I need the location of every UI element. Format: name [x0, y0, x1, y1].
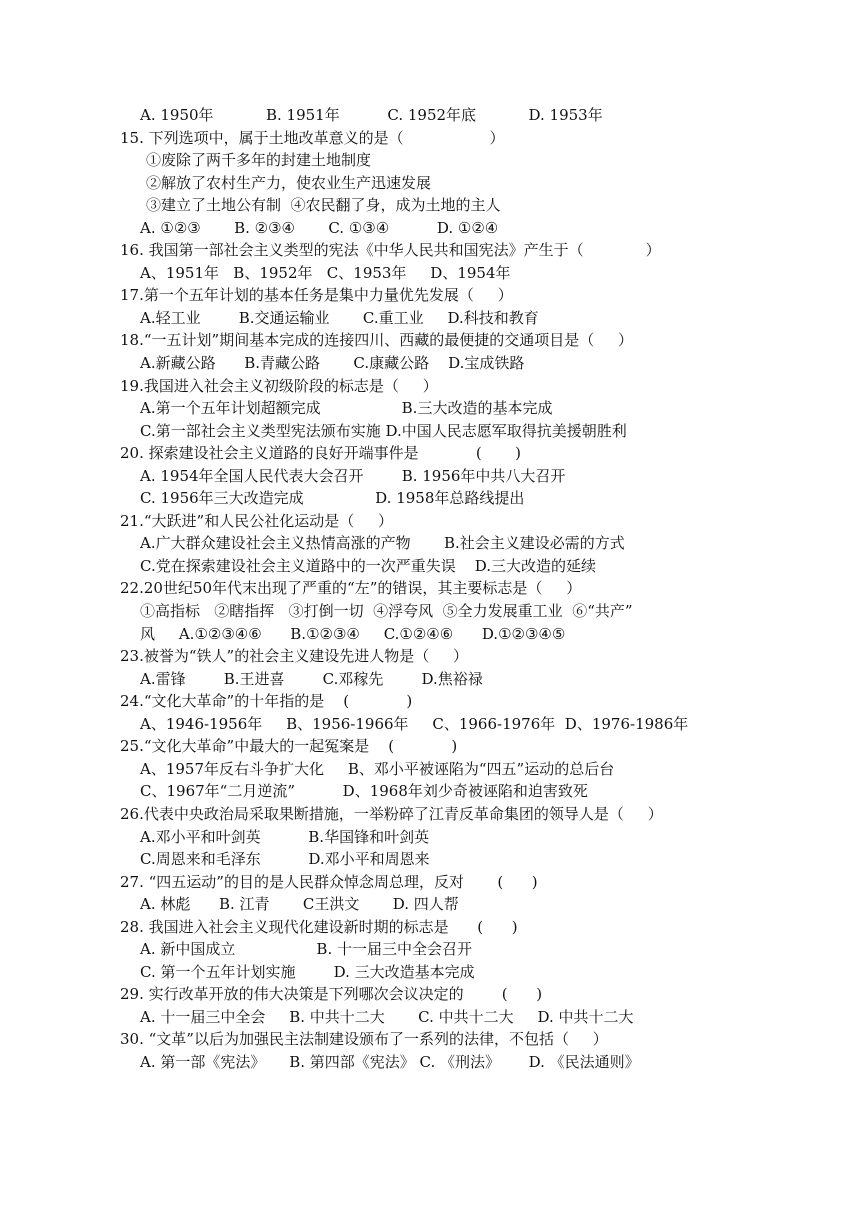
answer-options: C.周恩来和毛泽东 D.邓小平和周恩来: [140, 850, 430, 869]
question-stem: 17.第一个五年计划的基本任务是集中力量优先发展（ ）: [120, 286, 513, 305]
answer-options: A、1946-1956年 B、1956-1966年 C、1966-1976年 D、1976-1986年: [140, 714, 689, 733]
answer-options: A.新藏公路 B.青藏公路 C.康藏公路 D.宝成铁路: [140, 354, 525, 373]
question-stem: 21.“大跃进”和人民公社化运动是（ ）: [120, 511, 394, 530]
question-stem: 27. “四五运动”的目的是人民群众悼念周总理，反对 ( ): [120, 872, 538, 891]
answer-options: A.邓小平和叶剑英 B.华国锋和叶剑英: [140, 827, 430, 846]
question-stem: 19.我国进入社会主义初级阶段的标志是（ ）: [120, 376, 438, 395]
question-list: [120, 104, 740, 1074]
answer-options: A.雷锋 B.王进喜 C.邓稼先 D.焦裕禄: [140, 669, 483, 688]
question-stem: 24.“文化大革命”的十年指的是 ( ): [120, 692, 413, 711]
statement-item: ②解放了农村生产力，使农业生产迅速发展: [146, 173, 432, 192]
answer-options: A.轻工业 B.交通运输业 C.重工业 D.科技和教育: [140, 308, 539, 327]
answer-options: A、1951年 B、1952年 C、1953年 D、1954年: [140, 263, 511, 282]
statement-item: ①废除了两千多年的封建土地制度: [146, 151, 372, 170]
question-stem: 23.被誉为“铁人”的社会主义建设先进人物是（ ）: [120, 647, 469, 666]
answer-options: A. 新中国成立 B. 十一届三中全会召开: [140, 940, 472, 959]
answer-options: C. 1956年三大改造完成 D. 1958年总路线提出: [140, 489, 525, 508]
answer-options: A.广大群众建设社会主义热情高涨的产物 B.社会主义建设必需的方式: [140, 534, 625, 553]
question-stem: 18.“一五计划”期间基本完成的连接四川、西藏的最便捷的交通项目是（ ）: [120, 331, 634, 350]
answer-options: C.党在探索建设社会主义道路中的一次严重失误 D.三大改造的延续: [140, 556, 597, 575]
question-stem: 28. 我国进入社会主义现代化建设新时期的标志是 ( ): [120, 917, 518, 936]
answer-options: C、1967年“二月逆流” D、1968年刘少奇被诬陷和迫害致死: [140, 782, 588, 801]
question-stem: 15. 下列选项中，属于土地改革意义的是（ ）: [120, 128, 505, 147]
answer-options: A. ①②③ B. ②③④ C. ①③④ D. ①②④: [140, 218, 499, 237]
answer-options: C.第一部社会主义类型宪法颁布实施 D.中国人民志愿军取得抗美援朝胜利: [140, 421, 627, 440]
question-stem: 25.“文化大革命”中最大的一起冤案是 ( ): [120, 737, 458, 756]
answer-options: A. 第一部《宪法》 B. 第四部《宪法》 C. 《刑法》 D. 《民法通则》: [140, 1052, 640, 1071]
question-stem: 26.代表中央政治局采取果断措施，一举粉碎了江青反革命集团的领导人是（ ）: [120, 804, 663, 823]
statement-item: ③建立了土地公有制 ④农民翻了身，成为土地的主人: [146, 196, 501, 215]
answer-options: A. 林彪 B. 江青 C王洪文 D. 四人帮: [140, 895, 459, 914]
answer-options: A. 1950年 B. 1951年 C. 1952年底 D. 1953年: [140, 106, 603, 124]
question-stem: 22.20世纪50年代末出现了严重的“左”的错误，其主要标志是（ ）: [120, 579, 582, 598]
answer-options: ①高指标 ②瞎指挥 ③打倒一切 ④浮夸风 ⑤全力发展重工业 ⑥“共产”: [140, 602, 633, 621]
answer-options: A、1957年反右斗争扩大化 B、邓小平被诬陷为“四五”运动的总后台: [140, 759, 615, 778]
answer-options: C. 第一个五年计划实施 D. 三大改造基本完成: [140, 962, 475, 981]
answer-options: A.第一个五年计划超额完成 B.三大改造的基本完成: [140, 399, 553, 418]
answer-options: 风 A.①②③④⑥ B.①②③④ C.①②④⑥ D.①②③④⑤: [140, 624, 566, 643]
answer-options: A. 1954年全国人民代表大会召开 B. 1956年中共八大召开: [140, 466, 566, 485]
answer-options: A. 十一届三中全会 B. 中共十二大 C. 中共十二大 D. 中共十二大: [140, 1007, 634, 1026]
question-stem: 29. 实行改革开放的伟大决策是下列哪次会议决定的 ( ): [120, 985, 543, 1004]
question-stem: 16. 我国第一部社会主义类型的宪法《中华人民共和国宪法》产生于（ ）: [120, 241, 661, 260]
question-stem: 20. 探索建设社会主义道路的良好开端事件是 ( ): [120, 444, 521, 463]
question-stem: 30. “文革”以后为加强民主法制建设颁布了一系列的法律，不包括（ ）: [120, 1030, 608, 1049]
